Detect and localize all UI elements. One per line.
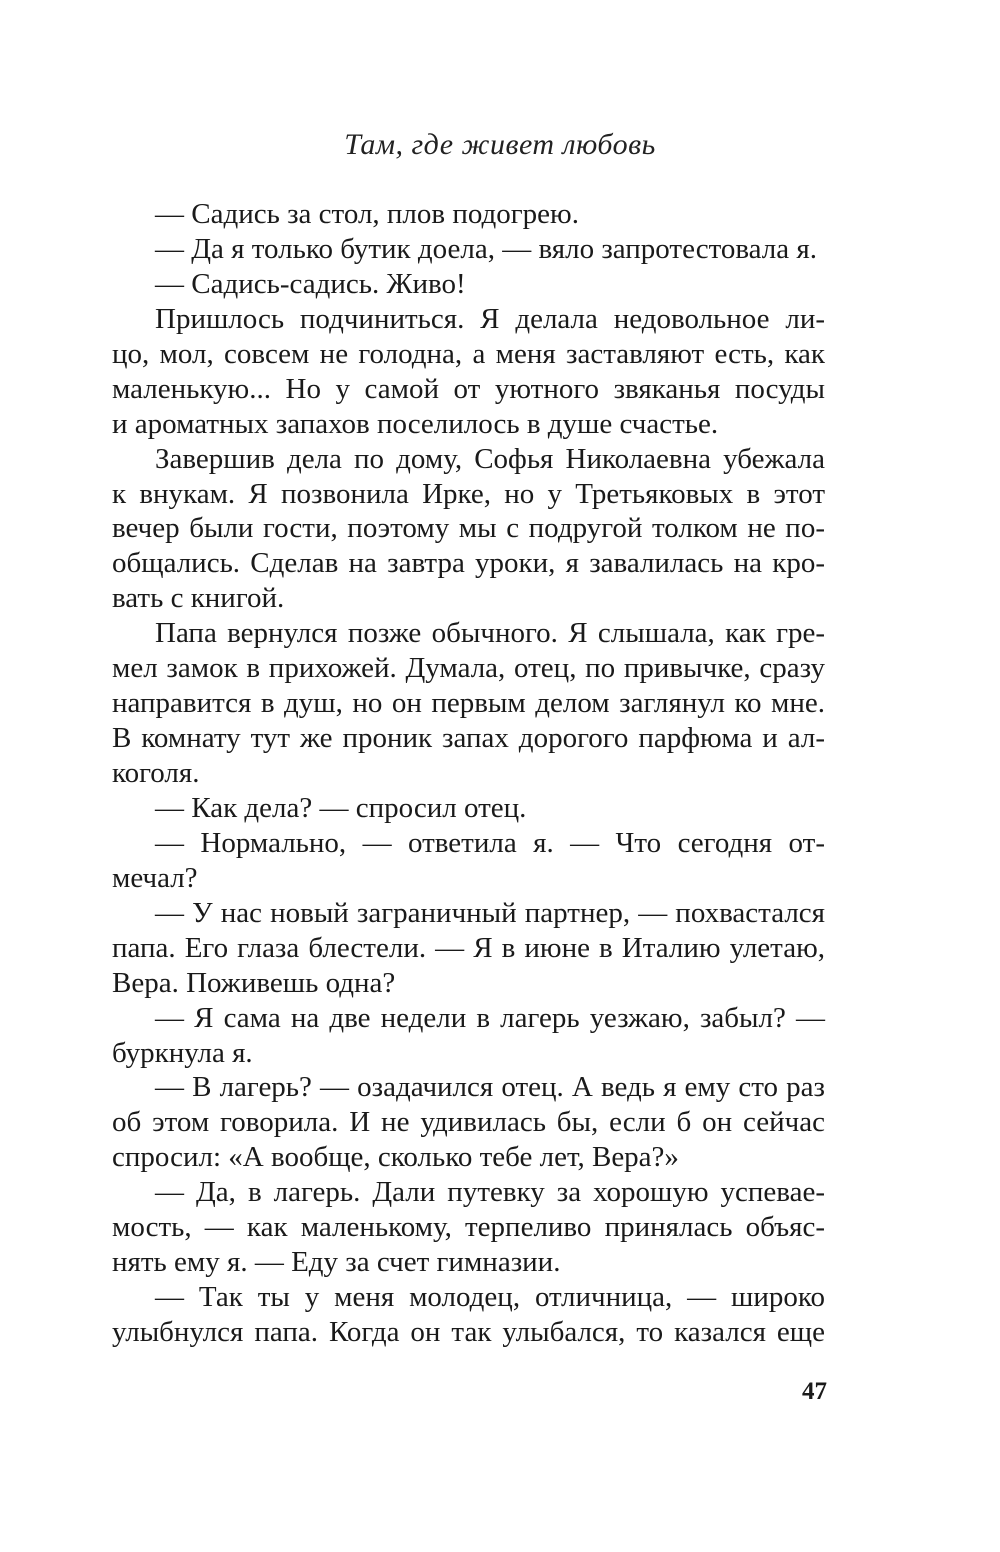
text-line: Пришлось подчиниться. Я делала недовольное ли- — [155, 302, 825, 335]
text-line: вать с книгой. — [112, 582, 285, 615]
text-line: и ароматных запахов поселилось в душе счастье. — [112, 407, 719, 440]
body-text — [112, 197, 825, 1350]
text-line: — У нас новый заграничный партнер, — похвастался — [155, 896, 825, 929]
text-line: Завершив дела по дому, Софья Николаевна убежала — [155, 442, 825, 475]
text-line: — Нормально, — ответила я. — Что сегодня от- — [155, 826, 825, 859]
text-line: — В лагерь? — озадачился отец. А ведь я ему сто раз — [155, 1071, 825, 1104]
text-line: — Садись за стол, плов подогрею. — [155, 198, 579, 230]
text-line: Папа вернулся позже обычного. Я слышала, как гре- — [155, 617, 825, 650]
running-header: Там, где живет любовь — [344, 128, 656, 161]
text-line: папа. Его глаза блестели. — Я в июне в Италию улетаю, — [112, 931, 825, 964]
text-line: Вера. Поживешь одна? — [112, 966, 396, 999]
text-line: мечал? — [112, 861, 198, 894]
text-line: к внукам. Я позвонила Ирке, но у Третьяковых в этот — [112, 477, 825, 510]
page-number: 47 — [802, 1378, 827, 1405]
text-line: — Да я только бутик доела, — вяло запротестовала я. — [155, 232, 817, 265]
text-line: коголя. — [112, 757, 200, 789]
text-line: — Я сама на две недели в лагерь уезжаю, забыл? — — [155, 1001, 825, 1034]
text-line: цо, мол, совсем не голодна, а меня заставляют есть, как — [112, 337, 825, 370]
text-line: мел замок в прихожей. Думала, отец, по привычке, сразу — [112, 652, 825, 685]
text-line: — Как дела? — спросил отец. — [155, 791, 527, 824]
text-line: спросил: «А вообще, сколько тебе лет, Вера?» — [112, 1141, 679, 1174]
text-line: улыбнулся папа. Когда он так улыбался, то казался еще — [112, 1316, 825, 1348]
text-line: вечер были гости, поэтому мы с подругой толком не по- — [112, 512, 825, 545]
text-line: — Садись-садись. Живо! — [155, 267, 466, 300]
text-line: буркнула я. — [112, 1036, 253, 1069]
text-line: — Так ты у меня молодец, отличница, — широко — [155, 1281, 825, 1314]
text-line: — Да, в лагерь. Дали путевку за хорошую успевае- — [155, 1176, 825, 1209]
text-line: об этом говорила. И не удивилась бы, если б он сейчас — [112, 1106, 825, 1139]
text-line: мость, — как маленькому, терпеливо принялась объяс- — [112, 1211, 825, 1244]
text-line: общались. Сделав на завтра уроки, я завалилась на кро- — [112, 547, 825, 580]
text-line: маленькую... Но у самой от уютного звяканья посуды — [112, 372, 825, 405]
text-line: В комнату тут же проник запах дорогого парфюма и ал- — [112, 722, 825, 755]
text-line: нять ему я. — Еду за счет гимназии. — [112, 1246, 561, 1279]
text-line: направится в душ, но он первым делом заглянул ко мне. — [112, 687, 825, 720]
